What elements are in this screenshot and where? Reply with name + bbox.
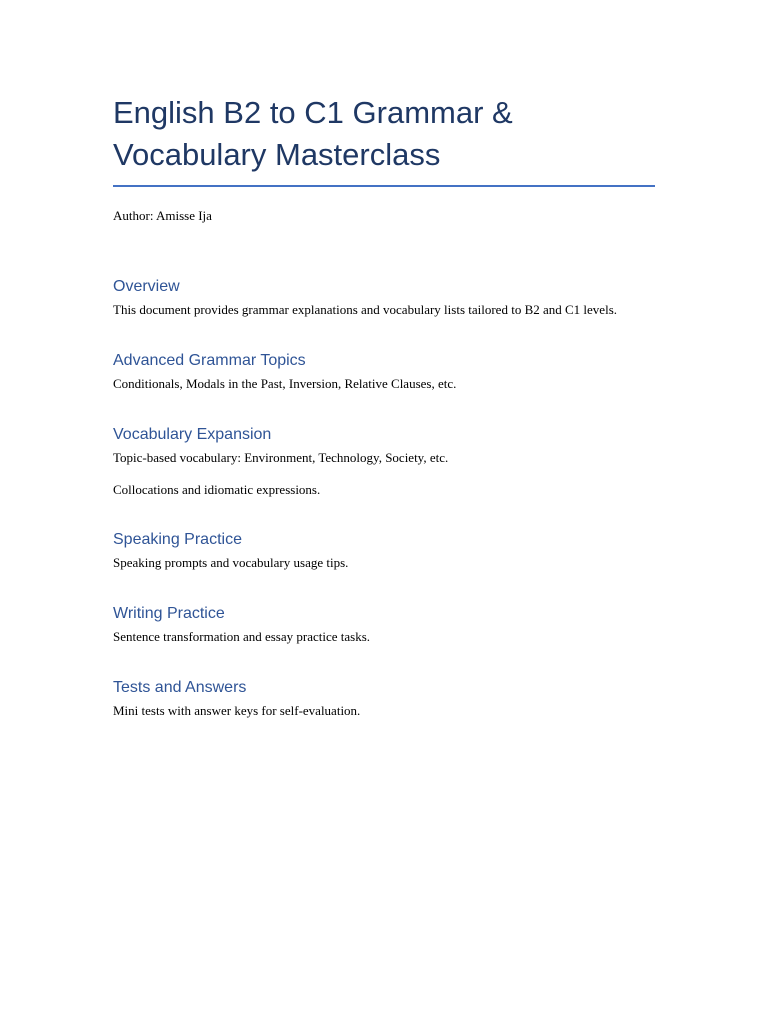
section-paragraph: Collocations and idiomatic expressions. (113, 482, 321, 497)
section-vocabulary-expansion (113, 424, 655, 499)
section-writing-practice (113, 603, 655, 646)
section-heading: Tests and Answers (113, 679, 247, 696)
section-paragraph: Conditionals, Modals in the Past, Inversion, Relative Clauses, etc. (113, 376, 457, 391)
section-heading: Writing Practice (113, 605, 225, 622)
section-overview (113, 276, 655, 319)
section-speaking-practice (113, 529, 655, 572)
section-advanced-grammar (113, 350, 655, 393)
author-line: Author: Amisse Ija (113, 208, 212, 223)
section-heading: Speaking Practice (113, 531, 242, 548)
section-paragraph: Speaking prompts and vocabulary usage tips. (113, 555, 349, 570)
section-paragraph: Mini tests with answer keys for self-evaluation. (113, 703, 361, 718)
document-title: English B2 to C1 Grammar & Vocabulary Masterclass (113, 95, 513, 172)
section-paragraph: Sentence transformation and essay practice tasks. (113, 629, 371, 644)
title-underline-rule (113, 185, 655, 187)
section-heading: Vocabulary Expansion (113, 426, 272, 443)
section-paragraph: This document provides grammar explanations and vocabulary lists tailored to B2 and C1 levels. (113, 302, 617, 317)
section-heading: Overview (113, 278, 180, 295)
section-tests-and-answers (113, 677, 655, 720)
section-paragraph: Topic-based vocabulary: Environment, Technology, Society, etc. (113, 450, 449, 465)
section-heading: Advanced Grammar Topics (113, 352, 306, 369)
